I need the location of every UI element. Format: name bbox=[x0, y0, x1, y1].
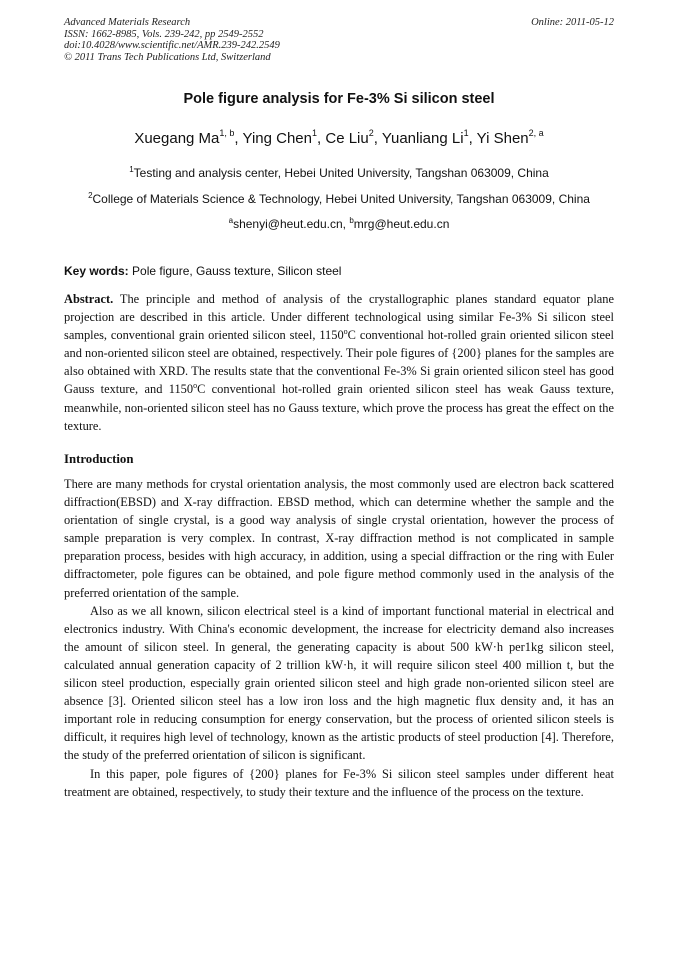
online-date: Online: 2011-05-12 bbox=[531, 17, 614, 28]
email-link[interactable]: shenyi@heut.edu.cn bbox=[233, 217, 343, 231]
paragraph: There are many methods for crystal orientation analysis, the most commonly used are electron back scattered diffraction(EBSD) and X-ray diffraction. EBSD method, which can determine whether the sample and the orientation of single crystal, is a good way analysis of single crystal orientation, however the process of sample preparation is very complex. In contrast, X-ray diffraction method is not complicated in sample preparation process, besides with high accuracy, in addition, using a special diffraction or the ring with Euler diffractometer, pole figures can be obtained, and pole figure method commonly used in the analysis of the preferred orientation of the sample. bbox=[64, 477, 614, 600]
abstract: Abstract. The principle and method of analysis of the crystallographic planes standard equator plane projection are described in this article. Under different technological using similar Fe-3% Si silicon steel samples, conventional grain oriented silicon steel, 1150$^o$C conventional hot-rolled grain oriented silicon steel and non-oriented silicon steel are obtained, respectively. Their pole figures of {200} planes for the samples are also obtained with XRD. The results state that the conventional Fe-3% Si grain oriented silicon steel has good Gauss texture, and 1150$^o$C conventional hot-rolled grain oriented silicon steel has weak Gauss texture, meanwhile, non-oriented silicon steel has no Gauss texture, which prove the process has great the effect on the texture. bbox=[64, 292, 614, 433]
email-line: $^a$shenyi@heut.edu.cn, $^b$mrg@heut.edu.cn bbox=[228, 216, 450, 231]
keywords-label: Key words: bbox=[64, 264, 129, 278]
paragraph: Also as we all known, silicon electrical steel is a kind of important functional material in electrical and electronics industry. With China's economic development, the increase for electricity demand also increases the amount of silicon steel. In general, the generating capacity is about 500 kW·h per1kg silicon steel, calculated annual generation capacity of 2 trillion kW·h, it will require silicon steel 400 million t, but the silicon steel production, especially grain oriented silicon steel and high grade non-oriented silicon steel are absence [3]. Oriented silicon steel has a low iron loss and the high magnetic flux density and, it has an important role in reducing consumption for energy conservation, but the process of oriented silicon steels is difficult, it requires high level of technology, known as the artistic products of steel production [4]. Therefore, the study of the preferred orientation of silicon is significant. bbox=[64, 603, 614, 763]
introduction-body bbox=[64, 475, 614, 801]
author: Yi Shen$^{2, a}$ bbox=[476, 128, 544, 147]
abstract-label: Abstract. bbox=[64, 292, 114, 306]
affiliation-2: $^2$College of Materials Science & Technology, Hebei United University, Tangshan 063009, China bbox=[88, 191, 590, 206]
author-list bbox=[0, 130, 678, 147]
author: Yuanliang Li$^1$, bbox=[381, 128, 477, 147]
section-heading-introduction: Introduction bbox=[64, 452, 134, 466]
journal-doi[interactable]: doi:10.4028/www.scientific.net/AMR.239-242.2549 bbox=[64, 40, 280, 51]
journal-issn: ISSN: 1662-8985, Vols. 239-242, pp 2549-2552 bbox=[64, 28, 264, 40]
author: Xuegang Ma$^{1, b}$, bbox=[134, 128, 243, 147]
paragraph: In this paper, pole figures of {200} planes for Fe-3% Si silicon steel samples under different heat treatment are obtained, respectively, to study their texture and the influence of the process on the texture. bbox=[64, 766, 614, 799]
journal-name: Advanced Materials Research bbox=[64, 17, 191, 28]
keywords-text: Pole figure, Gauss texture, Silicon steel bbox=[128, 264, 342, 278]
keywords bbox=[64, 264, 341, 278]
journal-copyright: © 2011 Trans Tech Publications Ltd, Switzerland bbox=[64, 51, 271, 63]
paper-title: Pole figure analysis for Fe-3% Si silicon steel bbox=[183, 91, 495, 107]
author: Ying Chen$^1$, bbox=[242, 128, 326, 147]
author: Ce Liu$^2$, bbox=[325, 128, 382, 147]
email-link[interactable]: mrg@heut.edu.cn bbox=[353, 217, 450, 231]
journal-header bbox=[64, 17, 280, 63]
affiliation-1: $^1$Testing and analysis center, Hebei United University, Tangshan 063009, China bbox=[129, 165, 549, 180]
